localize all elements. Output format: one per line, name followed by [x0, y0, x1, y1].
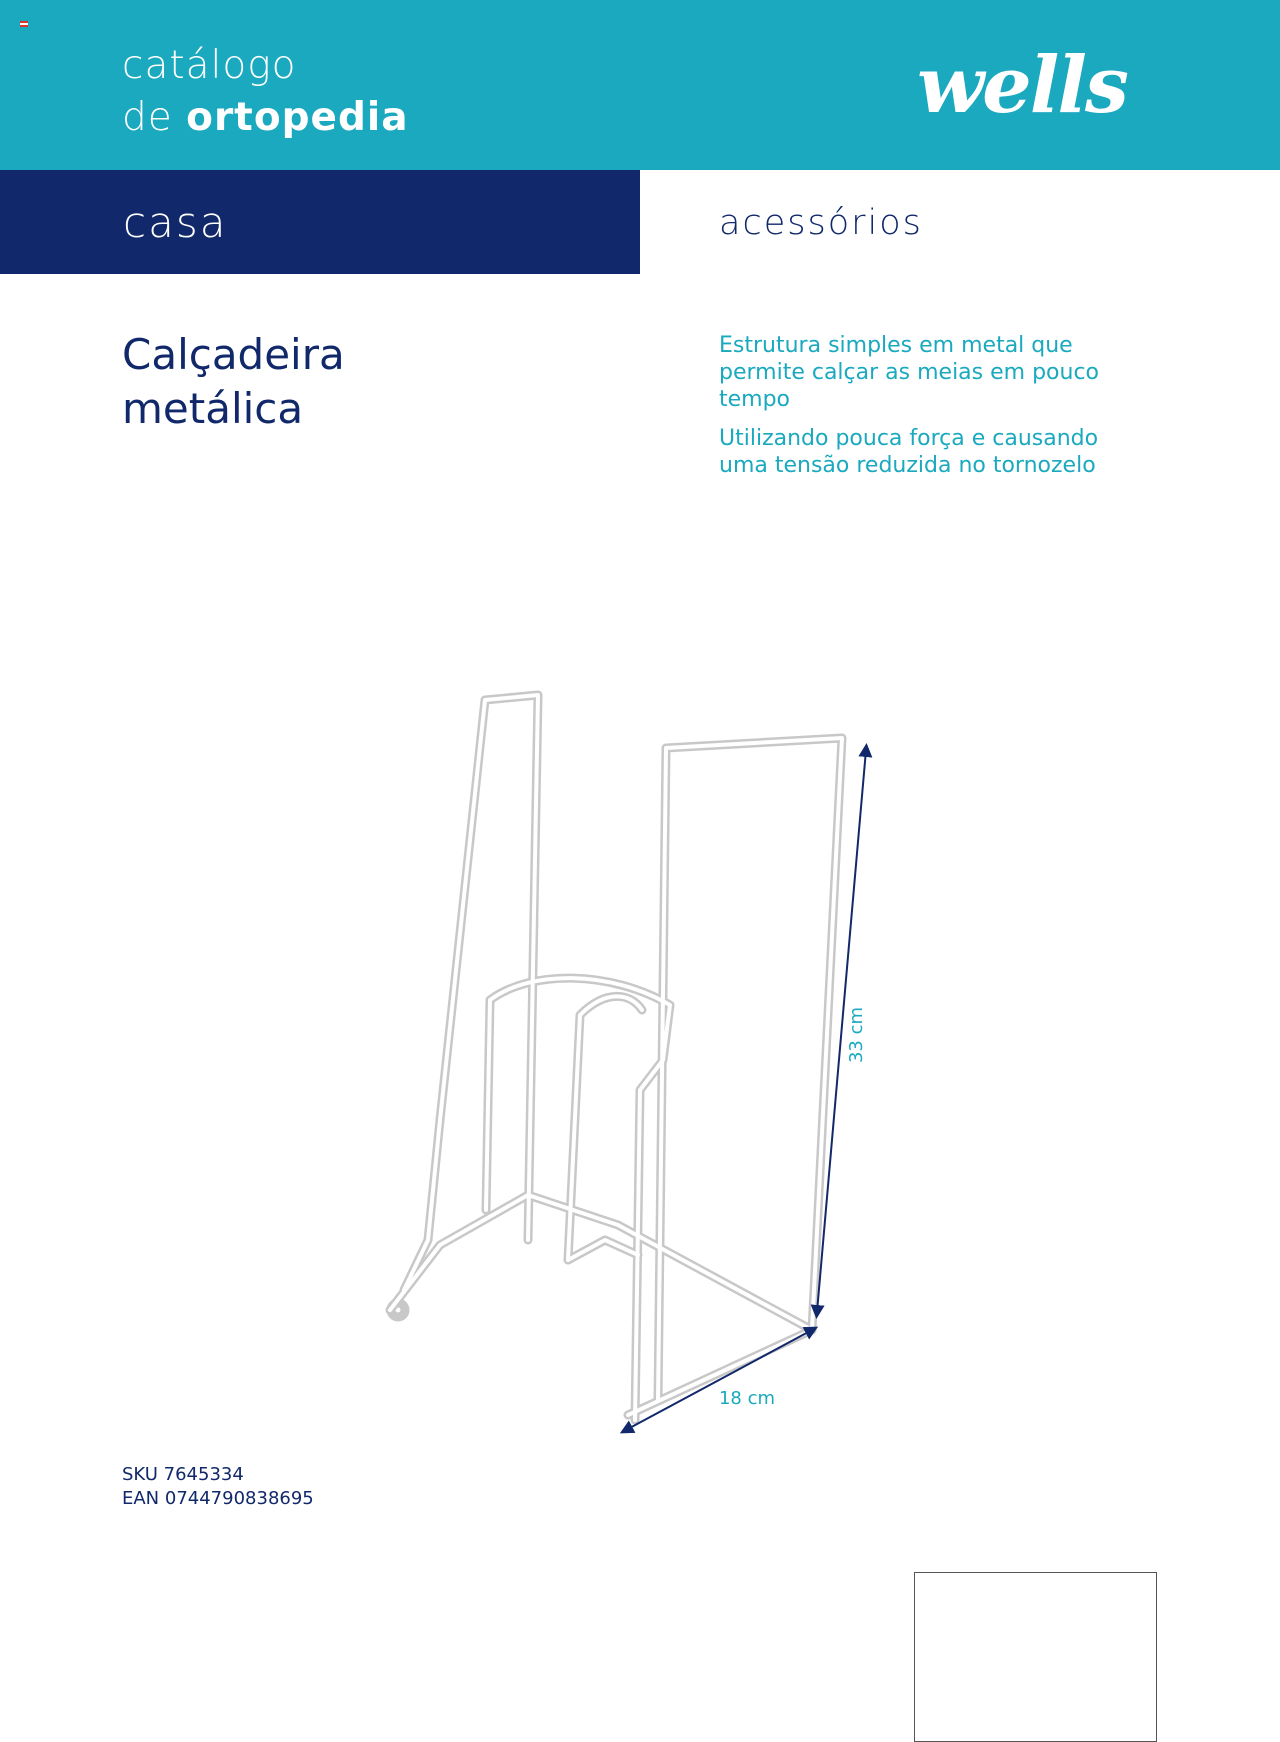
subsection-label: acessórios: [719, 203, 923, 243]
price-box: [914, 1572, 1157, 1742]
header-bar: [0, 0, 1280, 170]
product-name-line1: Calçadeira: [122, 330, 345, 379]
language-flag-icon: [20, 21, 28, 27]
catalog-title-prefix: de: [122, 95, 173, 140]
height-dimension-label: 33 cm: [846, 1006, 867, 1064]
product-description: [719, 332, 1139, 491]
ean-code: EAN 0744790838695: [122, 1488, 314, 1509]
section-band: [0, 170, 640, 274]
catalog-title: [122, 40, 409, 144]
sku-code: SKU 7645334: [122, 1464, 244, 1485]
product-codes: [122, 1463, 314, 1511]
brand-logo-text: wells: [917, 40, 1127, 130]
brand-logo: [915, 40, 1165, 130]
sock-aid-frame: [390, 695, 842, 1420]
catalog-title-line1: catálogo: [122, 43, 297, 88]
width-dimension-label: 18 cm: [718, 1388, 776, 1409]
product-name: [122, 328, 542, 436]
product-name-line2: metálica: [122, 384, 304, 433]
description-paragraph-2: Utilizando pouca força e causando uma tensão reduzida no tornozelo: [719, 426, 1099, 478]
product-image: [380, 640, 900, 1440]
description-paragraph-1: Estrutura simples em metal que permite calçar as meias em pouco tempo: [719, 333, 1099, 412]
section-label: casa: [123, 198, 228, 247]
catalog-title-bold: ortopedia: [186, 95, 409, 140]
